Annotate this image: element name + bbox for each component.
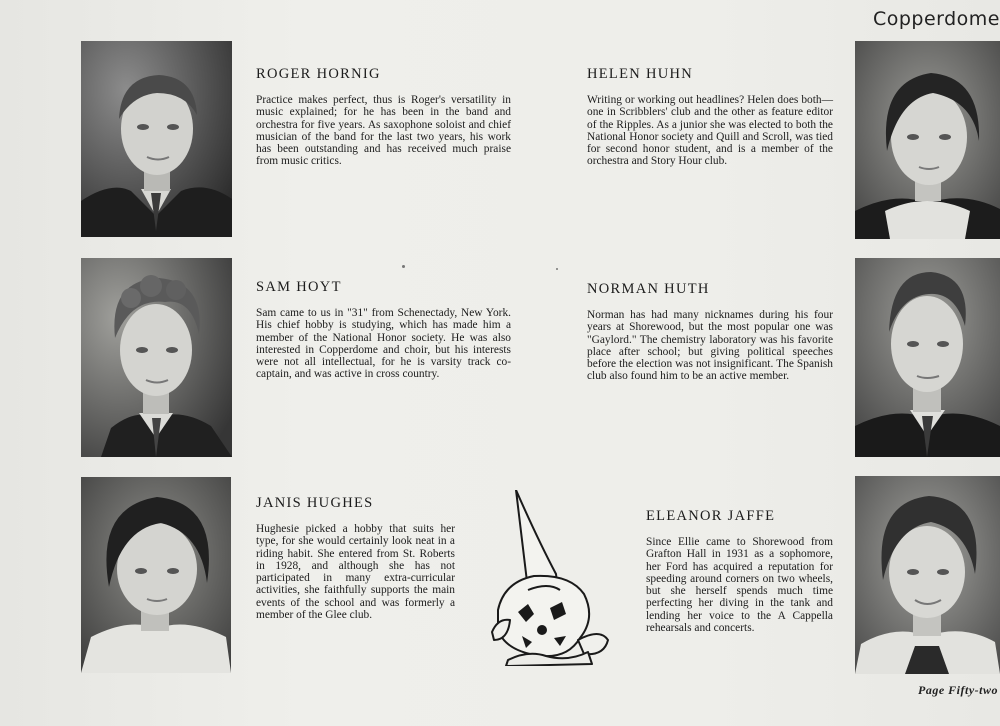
- student-bio: Norman has had many nicknames during his four years at Shorewood, but the most popular one was "Gaylord." The chemistry laboratory was his favorite place after school; but giving political speeches before the election was not insignificant. The Spanish club also found him to be an active member.: [587, 309, 833, 383]
- page-number: Page Fifty-two: [918, 683, 998, 697]
- entry-sam-hoyt: [256, 279, 511, 381]
- jester-mascot-drawing: [488, 490, 616, 666]
- student-name: ELEANOR JAFFE: [646, 508, 776, 524]
- student-bio: Hughesie picked a hobby that suits her type, for she would certainly look neat in a riding habit. She entered from St. Roberts in 1928, and although she has not participated in many extra-curricular activities, she faithfully supports the main events of the school and was formerly a member of the Glee club.: [256, 523, 455, 622]
- student-bio: Writing or working out headlines? Helen does both—one in Scribblers' club and the other as feature editor of the Ripples. As a junior she was elected to both the National Honor society and Quill and Scroll, was tied for second honor student, and is a member of the orchestra and Story Hour club.: [587, 94, 833, 168]
- student-name: ROGER HORNIG: [256, 66, 381, 82]
- portrait-janis-hughes: [81, 477, 231, 673]
- print-speck: [556, 268, 558, 270]
- student-name: JANIS HUGHES: [256, 495, 374, 511]
- entry-norman-huth: [587, 281, 833, 383]
- student-bio: Practice makes perfect, thus is Roger's versatility in music explained; for he has been in the band and orchestra for five years. As saxophone soloist and chief musician of the band for the last two years, his work has been outstanding and has received much praise from music critics.: [256, 94, 511, 168]
- portrait-norman-huth: [855, 258, 1000, 457]
- entry-roger-hornig: [256, 66, 511, 168]
- student-name: SAM HOYT: [256, 279, 342, 295]
- student-name: NORMAN HUTH: [587, 281, 710, 297]
- print-speck: [402, 265, 405, 268]
- portrait-helen-huhn: [855, 41, 1000, 239]
- student-bio: Since Ellie came to Shorewood from Grafton Hall in 1931 as a sophomore, her Ford has acquired a reputation for speeding around corners on two wheels, but she herself spends much time perfecting her diving in the tank and lending her voice to the A Cappella rehearsals and concerts.: [646, 536, 833, 635]
- yearbook-title: Copperdome: [872, 8, 1000, 30]
- portrait-eleanor-jaffe: [855, 476, 1000, 674]
- entry-eleanor-jaffe: [646, 508, 833, 634]
- entry-janis-hughes: [256, 495, 455, 621]
- student-bio: Sam came to us in "31" from Schenectady, New York. His chief hobby is studying, which has made him a member of the National Honor society. He was also interested in Copperdome and choir, but his interests were not all intellectual, for he is varsity track co-captain, and was active in cross country.: [256, 307, 511, 381]
- entry-helen-huhn: [587, 66, 833, 168]
- portrait-sam-hoyt: [81, 258, 232, 457]
- portrait-roger-hornig: [81, 41, 232, 237]
- student-name: HELEN HUHN: [587, 66, 694, 82]
